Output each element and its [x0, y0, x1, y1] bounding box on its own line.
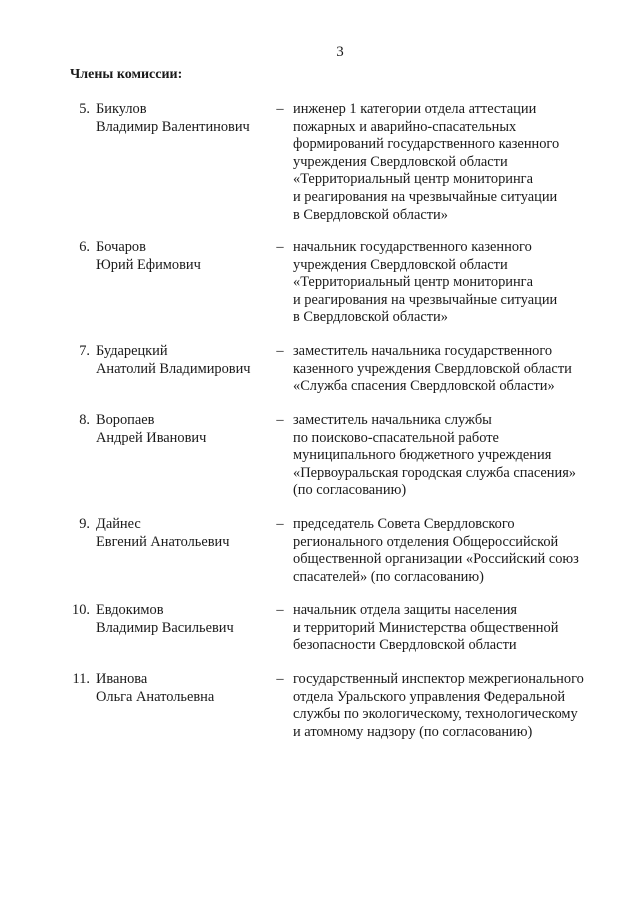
position-line: муниципального бюджетного учреждения	[293, 447, 552, 464]
position-line: казенного учреждения Свердловской области	[293, 360, 572, 377]
separator-dash: –	[276, 239, 284, 255]
position-line: начальник государственного казенного	[293, 239, 532, 255]
member-given-name: Анатолий Владимирович	[96, 360, 251, 377]
position-line: государственный инспектор межрегионального	[293, 671, 584, 687]
position-line: службы по экологическому, технологическому	[293, 706, 578, 723]
member-given-name: Владимир Васильевич	[96, 619, 234, 636]
position-line: учреждения Свердловской области	[293, 153, 508, 170]
position-line: спасателей» (по согласованию)	[293, 568, 484, 585]
position-line: пожарных и аварийно-спасательных	[293, 118, 517, 135]
member-number: 6.	[79, 239, 90, 255]
separator-dash: –	[276, 602, 284, 618]
member-name	[96, 343, 271, 378]
member-name	[96, 516, 271, 551]
separator-dash: –	[276, 516, 284, 532]
member-given-name: Андрей Иванович	[96, 429, 207, 446]
position-line: регионального отделения Общероссийской	[293, 533, 559, 550]
member-position	[293, 412, 623, 500]
position-line: заместитель начальника службы	[293, 412, 492, 428]
position-line: и атомному надзору (по согласованию)	[293, 723, 533, 740]
member-name	[96, 239, 271, 274]
member-position	[293, 239, 623, 327]
member-given-name: Ольга Анатольевна	[96, 688, 215, 705]
position-line: по поисково-спасательной работе	[293, 429, 499, 446]
position-line: инженер 1 категории отдела аттестации	[293, 101, 537, 117]
position-line: начальник отдела защиты населения	[293, 602, 518, 618]
member-surname: Бикулов	[96, 101, 147, 117]
member-surname: Воропаев	[96, 412, 155, 428]
member-position	[293, 671, 623, 741]
position-line: заместитель начальника государственного	[293, 343, 553, 359]
member-surname: Дайнес	[96, 516, 141, 532]
member-name	[96, 671, 271, 706]
member-position	[293, 343, 623, 396]
member-name	[96, 412, 271, 447]
position-line: и реагирования на чрезвычайные ситуации	[293, 291, 558, 308]
member-surname: Иванова	[96, 671, 148, 687]
separator-dash: –	[276, 101, 284, 117]
member-name	[96, 602, 271, 637]
member-surname: Евдокимов	[96, 602, 164, 618]
position-line: «Территориальный центр мониторинга	[293, 171, 533, 188]
position-line: безопасности Свердловской области	[293, 637, 517, 654]
member-given-name: Юрий Ефимович	[96, 256, 201, 273]
position-line: в Свердловской области»	[293, 309, 448, 326]
member-given-name: Евгений Анатольевич	[96, 533, 230, 550]
separator-dash: –	[276, 343, 284, 359]
section-heading: Члены комиссии:	[70, 67, 183, 82]
position-line: в Свердловской области»	[293, 206, 448, 223]
position-line: отдела Уральского управления Федеральной	[293, 688, 566, 705]
member-number: 7.	[79, 343, 90, 359]
member-number: 11.	[72, 671, 90, 687]
member-surname: Бударецкий	[96, 343, 168, 359]
page-number: 3	[336, 44, 344, 60]
separator-dash: –	[276, 671, 284, 687]
position-line: «Территориальный центр мониторинга	[293, 274, 533, 291]
position-line: и территорий Министерства общественной	[293, 619, 559, 636]
member-position	[293, 602, 623, 655]
position-line: и реагирования на чрезвычайные ситуации	[293, 188, 558, 205]
position-line: общественной организации «Российский союз	[293, 551, 579, 568]
position-line: «Служба спасения Свердловской области»	[293, 378, 555, 395]
member-number: 9.	[79, 516, 90, 532]
position-line: учреждения Свердловской области	[293, 256, 508, 273]
position-line: формирований государственного казенного	[293, 136, 560, 153]
member-number: 10.	[72, 602, 90, 618]
member-surname: Бочаров	[96, 239, 146, 255]
position-line: (по согласованию)	[293, 482, 407, 499]
member-number: 5.	[79, 101, 90, 117]
member-number: 8.	[79, 412, 90, 428]
member-position	[293, 101, 623, 224]
member-position	[293, 516, 623, 586]
separator-dash: –	[276, 412, 284, 428]
member-name	[96, 101, 271, 136]
member-given-name: Владимир Валентинович	[96, 118, 250, 135]
position-line: «Первоуральская городская служба спасения»	[293, 464, 577, 481]
position-line: председатель Совета Свердловского	[293, 516, 515, 532]
